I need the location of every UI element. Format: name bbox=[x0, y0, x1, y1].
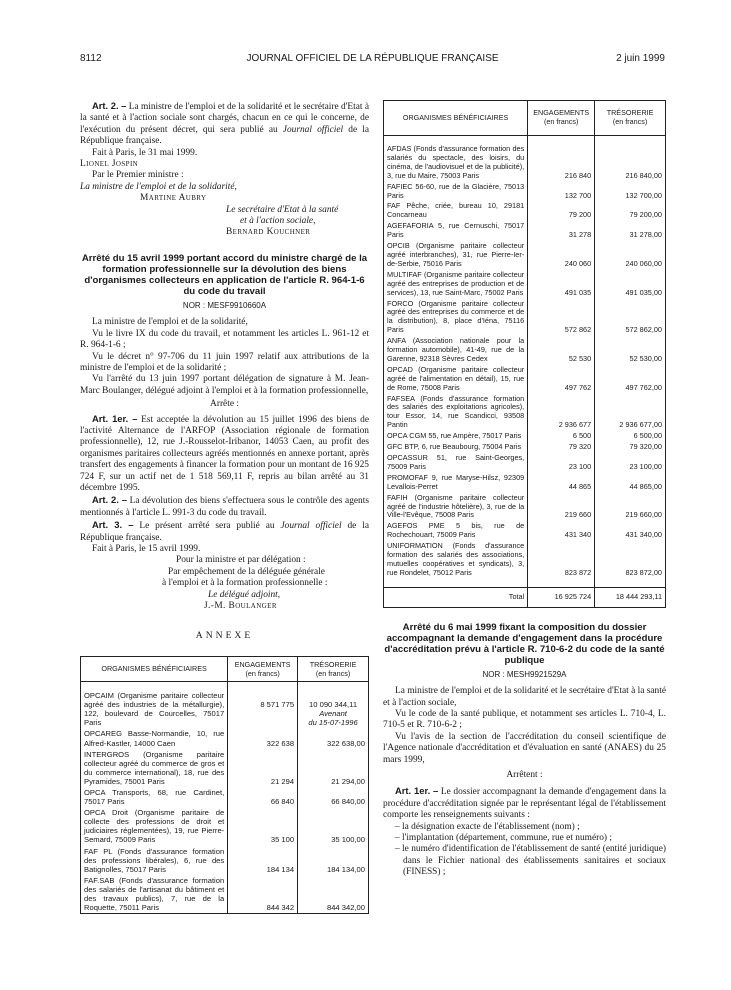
page-header bbox=[80, 53, 665, 67]
col-header-tre: TRÉSORERIE (en francs) bbox=[298, 656, 369, 681]
table-row: OPCAIM (Organisme paritaire collecteur agréé des industries de la métallurgie), 122, boulevard de Courcelles, 75017 Paris 8 571 775 10 090 344,11 Avenant du 15-07-1996 bbox=[81, 690, 369, 728]
annexe-table-right bbox=[383, 100, 666, 608]
arrete-article-2: Art. 2. – La dévolution des biens s'effectuera sous le contrôle des agents mentionnés à l'article L. 991-3 du code du travail. bbox=[80, 494, 369, 518]
arrete-article-3: Art. 3. – Le présent arrêté sera publié au Journal officiel de la République française. bbox=[80, 519, 369, 543]
signature-prime-minister: Lionel Jospin bbox=[80, 159, 139, 170]
col-header-eng: ENGAGEMENTS (en francs) bbox=[528, 101, 595, 136]
col-header-tre: TRÉSORERIE (en francs) bbox=[595, 101, 666, 136]
table-row: UNIFORMATION (Fonds d'assurance formation des salariés des associations, mutuelles coopératives et syndicats), 3, rue Rondelet, 75012 Paris 823 872 823 872,00 bbox=[384, 541, 666, 579]
col-header-org: ORGANISMES BÉNÉFICIAIRES bbox=[81, 656, 228, 681]
arrete2-nor: NOR : MESH9921529A bbox=[482, 669, 567, 679]
table-row: GFC BTP, 6, rue Beaubourg, 75004 Paris 79 320 79 320,00 bbox=[384, 442, 666, 453]
list-item: – la désignation exacte de l'établissement (nom) ; bbox=[395, 821, 580, 832]
table-row: FORCO (Organisme paritaire collecteur agréé des entreprises du commerce et de la distribution), 8, place d'Iéna, 75116 Paris 572 862 572 862,00 bbox=[384, 299, 666, 337]
arrete2-preamble-2: Vu le code de la santé publique, et notamment ses articles L. 710-4, L. 710-5 et R. 710-6-2 ; bbox=[383, 708, 666, 731]
arrete2-heading: Arrêtent : bbox=[506, 769, 543, 780]
arrete-nor: NOR : MESF9910660A bbox=[182, 300, 267, 310]
journal-title: JOURNAL OFFICIEL DE LA RÉPUBLIQUE FRANÇAISE bbox=[246, 53, 499, 64]
table-row: ANFA (Association nationale pour la formation automobile), 41-49, rue de la Garenne, 92318 Sèvres Cedex 52 530 52 530,00 bbox=[384, 336, 666, 365]
col-header-org: ORGANISMES BÉNÉFICIAIRES bbox=[384, 101, 528, 136]
signature-line-e: J.-M. Boulanger bbox=[204, 601, 277, 612]
arrete2-preamble-1: La ministre de l'emploi et de la solidarité et le secrétaire d'Etat à la santé et à l'action sociale, bbox=[383, 686, 666, 708]
arrete2-preamble-3: Vu l'avis de la section de l'accréditation du conseil scientifique de l'Agence nationale d'accréditation et d'évaluation en santé (ANAES) du 25 mars 1999, bbox=[383, 731, 666, 765]
signature-minister-name: Martine Aubry bbox=[140, 193, 207, 204]
signature-line-c: à l'emploi et à la formation professionnelle : bbox=[162, 578, 328, 589]
arrete-done-at: Fait à Paris, le 15 avril 1999. bbox=[92, 544, 201, 554]
table-row: OPCA Transports, 68, rue Cardinet, 75017 Paris 66 840 66 840,00 bbox=[81, 787, 369, 807]
table-row: OPCASSUR 51, rue Saint-Georges, 75009 Paris 23 100 23 100,00 bbox=[384, 453, 666, 473]
table-row: FAFIH (Organisme paritaire collecteur agréé de l'industrie hôtelière), 3, rue de la Ville-l'Evêque, 75008 Paris 219 660 219 660,00 bbox=[384, 493, 666, 522]
total-engagements: 16 925 724 bbox=[528, 587, 595, 607]
table-row: PROMOFAF 9, rue Maryse-Hilsz, 92309 Levallois-Perret 44 865 44 865,00 bbox=[384, 473, 666, 493]
decree-signatures bbox=[80, 159, 369, 239]
signature-line-a: Pour la ministre et par délégation : bbox=[176, 555, 306, 566]
table-row: FAFIEC 56-60, rue de la Glacière, 75013 Paris 132 700 132 700,00 bbox=[384, 182, 666, 202]
signature-line-d: Le délégué adjoint, bbox=[208, 589, 281, 600]
left-column bbox=[80, 100, 369, 914]
right-column bbox=[383, 100, 666, 879]
arrete2-title: Arrêté du 6 mai 1999 fixant la composition du dossier accompagnant la demande d'engagement dans la procédure d'accréditation prévu à l'article R. 710-6-2 du code de la santé publique bbox=[384, 621, 665, 666]
total-tresorerie: 18 444 293,11 bbox=[595, 587, 666, 607]
col-header-eng: ENGAGEMENTS (en francs) bbox=[228, 656, 298, 681]
table-row: OPCA CGM 55, rue Ampère, 75017 Paris 6 500 6 500,00 bbox=[384, 431, 666, 442]
signature-secretary-role-2: et à l'action sociale, bbox=[240, 216, 316, 227]
issue-date: 2 juin 1999 bbox=[616, 53, 665, 64]
table-row: OPCA Droit (Organisme paritaire de collecte des professions de droit et judiciaires réglementées), 19, rue Pierre-Semard, 75009 Paris 35 100 35 100,00 bbox=[81, 807, 369, 845]
total-label: Total bbox=[384, 587, 528, 607]
arrete2-list bbox=[383, 822, 666, 879]
table-row: AFDAS (Fonds d'assurance formation des salariés du spectacle, des loisirs, du cinéma, de l'audiovisuel et de la publicité), 3, rue du Maire, 75003 Paris 216 840 216 840,00 bbox=[384, 144, 666, 182]
arrete-article-1: Art. 1er. – Est acceptée la dévolution au 15 juillet 1996 des biens de l'activité Alternance de l'ARFOP (Association régionale de formation professionnelle), 12, rue J.-Rousselot-Iribanor, 14053 Caen, au profit des organismes paritaires collecteurs agréés mentionnés en annexe portant, après transfert des engagements à financer la formation pour un montant de 16 925 724 F, sur un actif net de 1 518 569,11 F, repris au bilan arrêté au 31 décembre 1995. bbox=[80, 412, 370, 493]
table-row: AGEFOS PME 5 bis, rue de Rochechouart, 75009 Paris 431 340 431 340,00 bbox=[384, 521, 666, 541]
arrete-preamble-4: Vu l'arrêté du 13 juin 1997 portant délégation de signature à M. Jean-Marc Boulanger, délégué adjoint à l'emploi et à la formation professionnelle, bbox=[80, 374, 369, 396]
page-number: 8112 bbox=[80, 53, 102, 64]
table-row: INTERGROS (Organisme paritaire collecteur agréé du commerce de gros et du commerce international), 18, rue des Pyramides, 75001 Paris 21 294 21 294,00 bbox=[81, 749, 369, 787]
arrete-signatures bbox=[80, 555, 369, 612]
annexe-heading: ANNEXE bbox=[195, 630, 254, 642]
table-row: AGEFAFORIA 5, rue Cernuschi, 75017 Paris 31 278 31 278,00 bbox=[384, 221, 666, 241]
arrete-heading: Arrête : bbox=[210, 399, 239, 410]
decree-done-at: Fait à Paris, le 31 mai 1999. bbox=[92, 147, 198, 158]
arrete-preamble-1: La ministre de l'emploi et de la solidarité, bbox=[92, 317, 248, 328]
table-row: MULTIFAF (Organisme paritaire collecteur agréé des entreprises de production et de services), 13, rue Saint-Marc, 75002 Paris 491 035 491 035,00 bbox=[384, 270, 666, 299]
arrete2-article-1: Art. 1er. – Le dossier accompagnant la demande d'engagement dans la procédure d'accréditation signée par le représentant légal de l'établissement comporte les renseignements suivants : bbox=[383, 785, 667, 821]
table-row: OPCAREG Basse-Normandie, 10, rue Alfred-Kastler, 14000 Caen 322 638 322 638,00 bbox=[81, 728, 369, 748]
table-row: OPCIB (Organisme paritaire collecteur agréé interbranches), 31, rue Pierre-Ier-de-Serbie, 75016 Paris 240 060 240 060,00 bbox=[384, 241, 666, 270]
table-row: OPCAD (Organisme paritaire collecteur agréé de l'alimentation en détail), 15, rue de Rome, 75008 Paris 497 762 497 762,00 bbox=[384, 365, 666, 394]
arrete-preamble-2: Vu le livre IX du code du travail, et notamment les articles L. 961-12 et R. 964-1-6 ; bbox=[80, 328, 369, 351]
signature-minister-role: La ministre de l'emploi et de la solidarité, bbox=[80, 181, 237, 192]
signature-by: Par le Premier ministre : bbox=[92, 170, 184, 181]
signature-secretary-name: Bernard Kouchner bbox=[226, 227, 311, 238]
arrete-preamble-3: Vu le décret n° 97-706 du 11 juin 1997 relatif aux attributions de la ministre de l'emploi et de la solidarité ; bbox=[80, 351, 369, 373]
list-item: – le numéro d'identification de l'établissement de santé (entité juridique) dans le Fichier national des établissements sanitaires et sociaux (FINESS) ; bbox=[395, 844, 666, 878]
arrete-title: Arrêté du 15 avril 1999 portant accord du ministre chargé de la formation professionnelle sur la dévolution des biens d'organismes collecteurs en application de l'article R. 964-1-6 du code du travail bbox=[81, 252, 368, 297]
table-header-row bbox=[384, 101, 666, 136]
table-row: FAFSEA (Fonds d'assurance formation des salariés des exploitations agricoles), tour Essor, 14, rue Scandicci, 93508 Pantin 2 936 677 2 936 677,00 bbox=[384, 394, 666, 432]
decree-article-2: Art. 2. – La ministre de l'emploi et de la solidarité et le secrétaire d'Etat à la santé et à l'action sociale sont chargés, chacun en ce qui le concerne, de l'exécution du présent décret, qui sera publié au Journal officiel de la République française. bbox=[80, 100, 369, 147]
table-total-row bbox=[384, 587, 666, 607]
table-row: FAF Pêche, criée, bureau 10, 29181 Concarneau 79 200 79 200,00 bbox=[384, 201, 666, 221]
list-item: – l'implantation (département, commune, rue et numéro) ; bbox=[395, 832, 612, 843]
table-row: FAF.SAB (Fonds d'assurance formation des salariés de l'artisanat du bâtiment et des travaux publics), 7, rue de la Roquette, 75011 Paris 844 342 844 342,00 bbox=[81, 875, 369, 914]
table-row: FAF PL (Fonds d'assurance formation des professions libérales), 6, rue des Batignolles, 75017 Paris 184 134 184 134,00 bbox=[81, 846, 369, 875]
signature-secretary-role-1: Le secrétaire d'Etat à la santé bbox=[226, 204, 339, 215]
table-header-row bbox=[81, 656, 369, 681]
signature-line-b: Par empêchement de la déléguée générale bbox=[168, 566, 325, 577]
annexe-table-left bbox=[80, 656, 369, 914]
